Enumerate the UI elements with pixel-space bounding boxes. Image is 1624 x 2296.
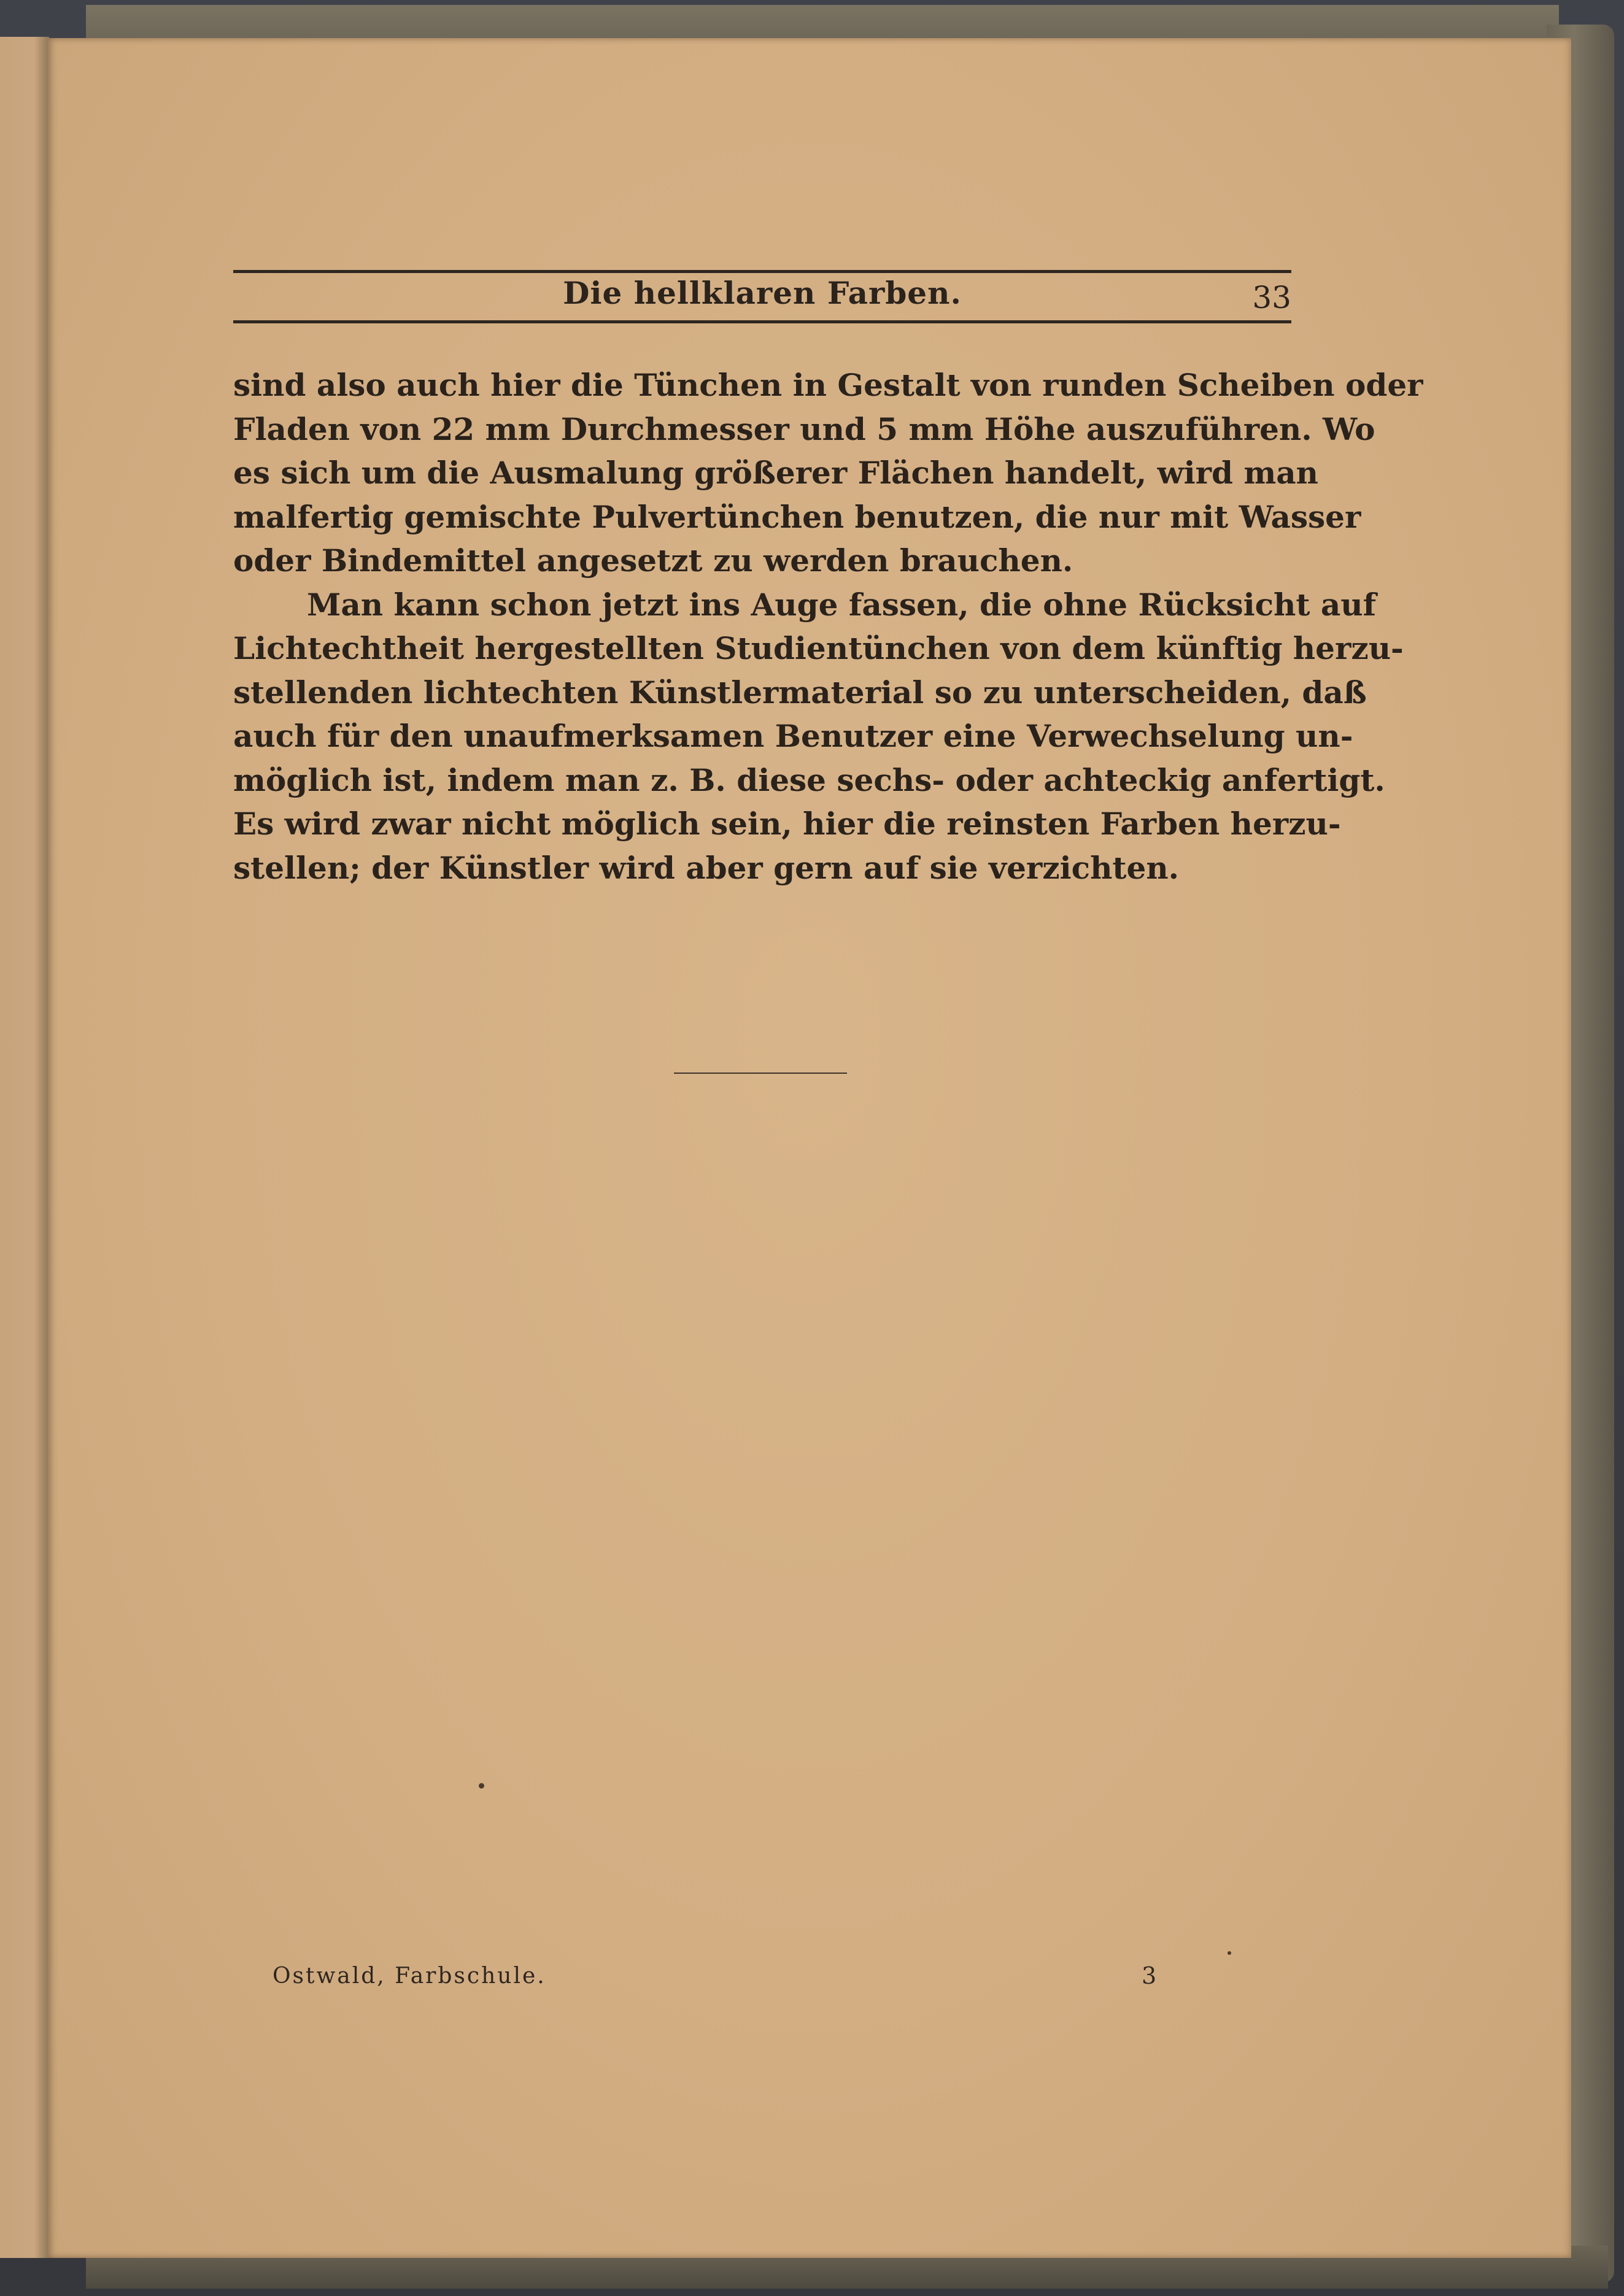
body-text xyxy=(233,363,1423,890)
text-line: Man kann schon jetzt ins Auge fassen, die ohne Rücksicht auf xyxy=(307,586,1377,623)
page-number: 33 xyxy=(1252,280,1291,315)
text-line: Es wird zwar nicht möglich sein, hier die reinsten Farben herzu- xyxy=(233,806,1341,842)
footer-signature: Ostwald, Farbschule. xyxy=(273,1963,546,1989)
text-line: sind also auch hier die Tünchen in Gestalt von runden Scheiben oder xyxy=(233,367,1423,403)
text-line: malfertig gemischte Pulvertünchen benutzen, die nur mit Wasser xyxy=(233,498,1361,535)
paper-speck xyxy=(479,1783,484,1789)
footer-sheet-number: 3 xyxy=(1142,1962,1157,1989)
text-line: Fladen von 22 mm Durchmesser und 5 mm Höhe auszuführen. Wo xyxy=(233,410,1375,447)
text-line: auch für den unaufmerksamen Benutzer eine Verwechselung un- xyxy=(233,718,1353,754)
text-line: stellenden lichtechten Künstlermaterial so zu unterscheiden, daß xyxy=(233,674,1367,711)
text-line: stellen; der Künstler wird aber gern auf sie verzichten. xyxy=(233,849,1180,886)
header-rule-bottom xyxy=(233,320,1291,323)
text-line: es sich um die Ausmalung größerer Flächen handelt, wird man xyxy=(233,455,1319,491)
text-line: oder Bindemittel angesetzt zu werden brauchen. xyxy=(233,542,1073,579)
paper-speck xyxy=(1228,1951,1231,1955)
section-divider xyxy=(674,1073,847,1074)
header-rule-top xyxy=(233,270,1291,273)
text-line: möglich ist, indem man z. B. diese sechs- oder achteckig anfertigt. xyxy=(233,761,1385,798)
text-line: Lichtechtheit hergestellten Studientünchen von dem künftig herzu- xyxy=(233,630,1404,666)
running-head-title: Die hellklaren Farben. xyxy=(563,275,962,311)
facing-page-edge xyxy=(0,37,49,2258)
